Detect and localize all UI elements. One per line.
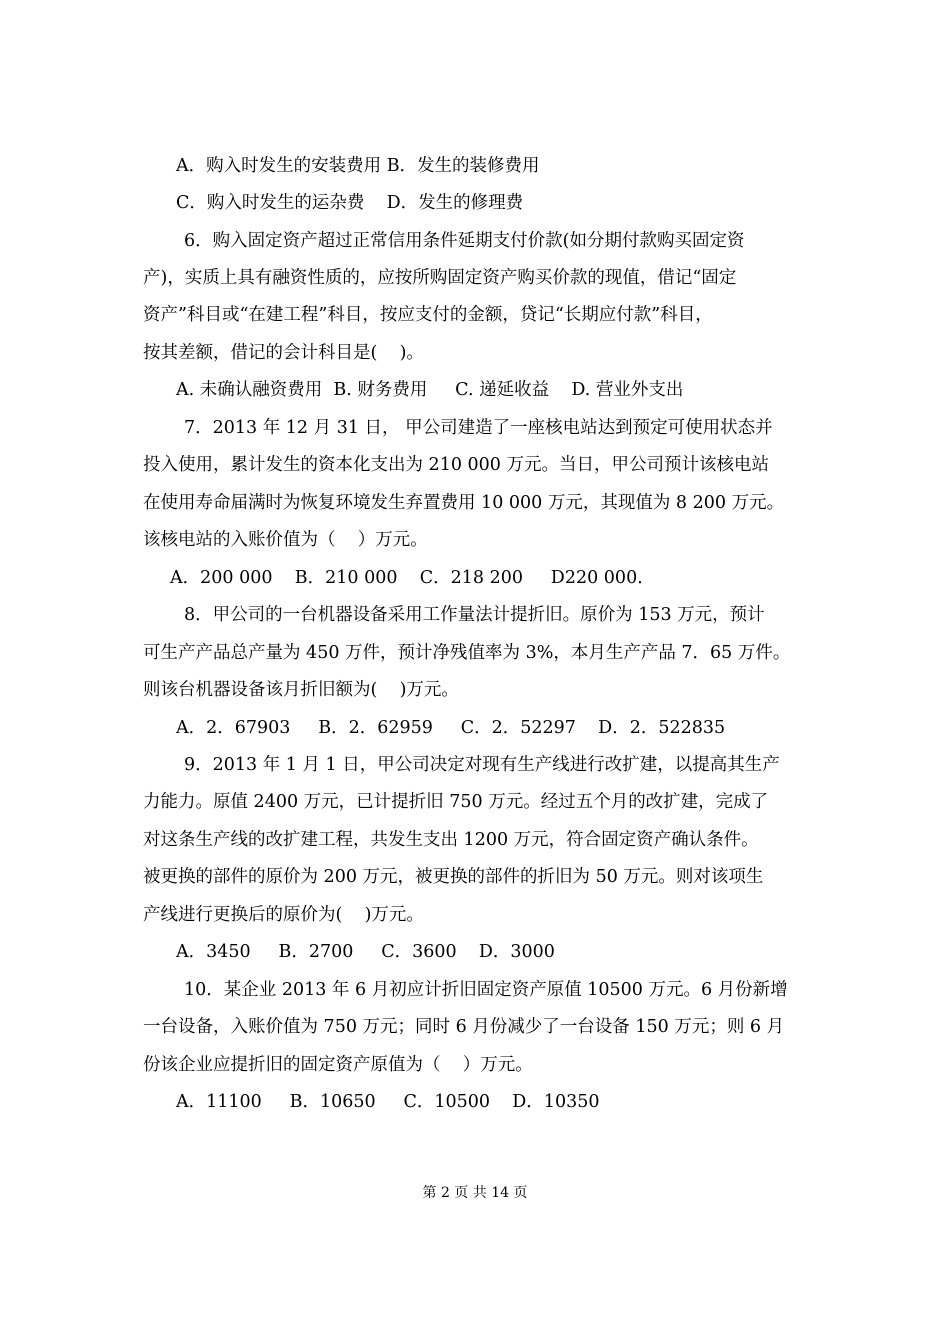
page-footer: 第 2 页 共 14 页 — [422, 1185, 528, 1201]
question-10-line-3: 份该企业应提折旧的固定资产原值为（ ）万元。 — [143, 1055, 533, 1075]
question-8-line-1: 8．甲公司的一台机器设备采用工作量法计提折旧。原价为 153 万元，预计 — [184, 605, 765, 625]
question-9-line-3: 对这条生产线的改扩建工程，共发生支出 1200 万元，符合固定资产确认条件。 — [143, 830, 759, 850]
question-10-line-2: 一台设备，入账价值为 750 万元；同时 6 月份减少了一台设备 150 万元；则 6 月 — [143, 1017, 785, 1037]
question-10-line-1: 10．某企业 2013 年 6 月初应计折旧固定资产原值 10500 万元。6 月份新增 — [184, 980, 788, 1000]
question-8-line-3: 则该台机器设备该月折旧额为( )万元。 — [143, 680, 459, 700]
question-7-line-4: 该核电站的入账价值为（ ）万元。 — [143, 530, 428, 550]
question-9-line-4: 被更换的部件的原价为 200 万元，被更换的部件的折旧为 50 万元。则对该项生 — [143, 867, 764, 887]
question-10-options: A．11100 B．10650 C．10500 D．10350 — [176, 1092, 600, 1112]
option-line-5ab: A．购入时发生的安装费用 B．发生的装修费用 — [176, 156, 540, 176]
question-7-line-3: 在使用寿命届满时为恢复环境发生弃置费用 10 000 万元，其现值为 8 200 万元。 — [143, 493, 785, 513]
question-7-options: A．200 000 B．210 000 C．218 200 D220 000． — [170, 568, 655, 588]
question-9-line-2: 力能力。原值 2400 万元，已计提折旧 750 万元。经过五个月的改扩建，完成了 — [143, 792, 769, 812]
question-9-line-1: 9．2013 年 1 月 1 日，甲公司决定对现有生产线进行改扩建，以提高其生产 — [184, 755, 780, 775]
question-8-options: A．2．67903 B．2．62959 C．2．52297 D．2．522835 — [176, 718, 726, 738]
question-9-options: A．3450 B．2700 C．3600 D．3000 — [176, 942, 555, 962]
question-6-line-1: 6．购入固定资产超过正常信用条件延期支付价款(如分期付款购买固定资 — [184, 231, 745, 251]
question-6-line-4: 按其差额，借记的会计科目是( )。 — [143, 343, 424, 363]
question-7-line-2: 投入使用，累计发生的资本化支出为 210 000 万元。当日，甲公司预计该核电站 — [143, 455, 769, 475]
question-6-line-3: 资产”科目或“在建工程”科目，按应支付的金额，贷记“长期应付款”科目， — [143, 305, 713, 325]
question-9-line-5: 产线进行更换后的原价为( )万元。 — [143, 905, 424, 925]
question-8-line-2: 可生产产品总产量为 450 万件，预计净残值率为 3%，本月生产产品 7．65 万件。 — [143, 643, 791, 663]
question-6-options: A. 未确认融资费用 B. 财务费用 C. 递延收益 D. 营业外支出 — [176, 380, 684, 400]
question-7-line-1: 7．2013 年 12 月 31 日， 甲公司建造了一座核电站达到预定可使用状态并 — [184, 418, 773, 438]
question-6-line-2: 产)，实质上具有融资性质的，应按所购固定资产购买价款的现值，借记“固定 — [143, 268, 737, 288]
option-line-5cd: C．购入时发生的运杂费 D．发生的修理费 — [176, 193, 524, 213]
